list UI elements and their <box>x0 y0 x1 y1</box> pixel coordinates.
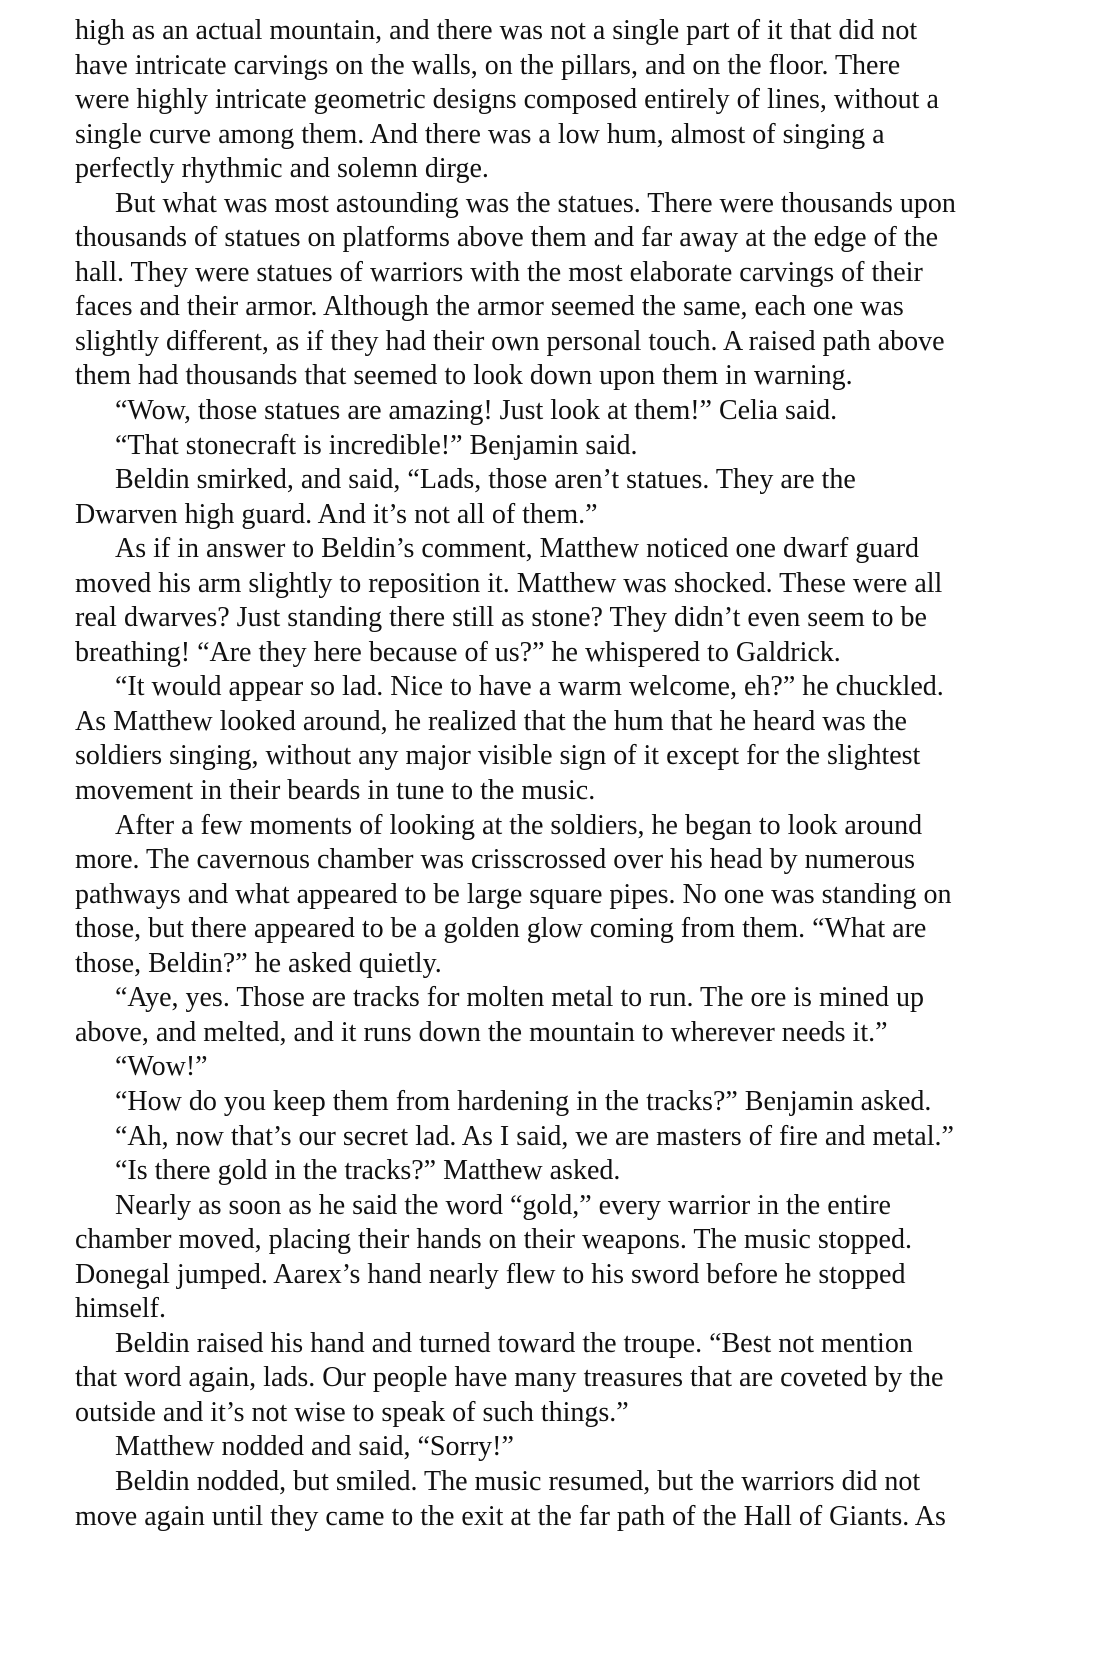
text-line: himself. <box>75 1293 166 1325</box>
text-line: Dwarven high guard. And it’s not all of them.” <box>75 498 598 530</box>
text-line: “Aye, yes. Those are tracks for molten metal to run. The ore is mined up <box>115 982 924 1014</box>
text-line: real dwarves? Just standing there still as stone? They didn’t even seem to be <box>75 602 927 634</box>
text-line: “Wow, those statues are amazing! Just look at them!” Celia said. <box>115 395 838 427</box>
text-line: hall. They were statues of warriors with the most elaborate carvings of their <box>75 256 923 288</box>
text-line: above, and melted, and it runs down the mountain to wherever needs it.” <box>75 1016 888 1048</box>
text-line: move again until they came to the exit at the far path of the Hall of Giants. As <box>75 1500 946 1532</box>
text-line: As if in answer to Beldin’s comment, Matthew noticed one dwarf guard <box>115 533 920 565</box>
text-line: moved his arm slightly to reposition it. Matthew was shocked. These were all <box>75 567 943 599</box>
text-line: that word again, lads. Our people have many treasures that are coveted by the <box>75 1362 944 1394</box>
text-line: “Wow!” <box>115 1051 208 1083</box>
text-line: Nearly as soon as he said the word “gold,” every warrior in the entire <box>115 1189 891 1221</box>
text-line: single curve among them. And there was a low hum, almost of singing a <box>75 118 885 150</box>
text-line: Beldin smirked, and said, “Lads, those aren’t statues. They are the <box>115 464 856 496</box>
text-line: faces and their armor. Although the armor seemed the same, each one was <box>75 291 904 323</box>
text-line: perfectly rhythmic and solemn dirge. <box>75 153 489 185</box>
text-line: “Ah, now that’s our secret lad. As I said, we are masters of fire and metal.” <box>115 1120 954 1152</box>
text-line: high as an actual mountain, and there was not a single part of it that did not <box>75 15 918 46</box>
text-line: outside and it’s not wise to speak of such things.” <box>75 1396 629 1428</box>
text-line: As Matthew looked around, he realized that the hum that he heard was the <box>75 705 907 737</box>
text-line: Matthew nodded and said, “Sorry!” <box>115 1431 514 1463</box>
text-line: But what was most astounding was the statues. There were thousands upon <box>115 187 956 219</box>
text-line: thousands of statues on platforms above them and far away at the edge of the <box>75 222 939 254</box>
text-line: more. The cavernous chamber was crisscrossed over his head by numerous <box>75 844 915 876</box>
text-line: After a few moments of looking at the soldiers, he began to look around <box>115 809 923 841</box>
document-page <box>75 14 1075 1534</box>
text-line: Beldin nodded, but smiled. The music resumed, but the warriors did not <box>115 1465 921 1497</box>
text-line: “Is there gold in the tracks?” Matthew asked. <box>115 1155 621 1187</box>
text-line: breathing! “Are they here because of us?” he whispered to Galdrick. <box>75 636 841 668</box>
text-line: “It would appear so lad. Nice to have a warm welcome, eh?” he chuckled. <box>115 671 944 703</box>
text-line: them had thousands that seemed to look down upon them in warning. <box>75 360 853 392</box>
text-line: were highly intricate geometric designs composed entirely of lines, without a <box>75 84 939 116</box>
text-line: slightly different, as if they had their own personal touch. A raised path above <box>75 325 945 357</box>
text-line: chamber moved, placing their hands on their weapons. The music stopped. <box>75 1224 912 1256</box>
text-line: Donegal jumped. Aarex’s hand nearly flew to his sword before he stopped <box>75 1258 906 1290</box>
text-line: “That stonecraft is incredible!” Benjamin said. <box>115 429 638 461</box>
text-line: movement in their beards in tune to the music. <box>75 775 596 807</box>
text-line: soldiers singing, without any major visible sign of it except for the slightest <box>75 740 921 772</box>
text-line: those, but there appeared to be a golden glow coming from them. “What are <box>75 913 927 945</box>
text-line: pathways and what appeared to be large square pipes. No one was standing on <box>75 878 952 910</box>
text-line: “How do you keep them from hardening in the tracks?” Benjamin asked. <box>115 1085 932 1117</box>
text-line: have intricate carvings on the walls, on the pillars, and on the floor. There <box>75 49 901 81</box>
text-line: those, Beldin?” he asked quietly. <box>75 947 442 979</box>
text-line: Beldin raised his hand and turned toward the troupe. “Best not mention <box>115 1327 913 1359</box>
